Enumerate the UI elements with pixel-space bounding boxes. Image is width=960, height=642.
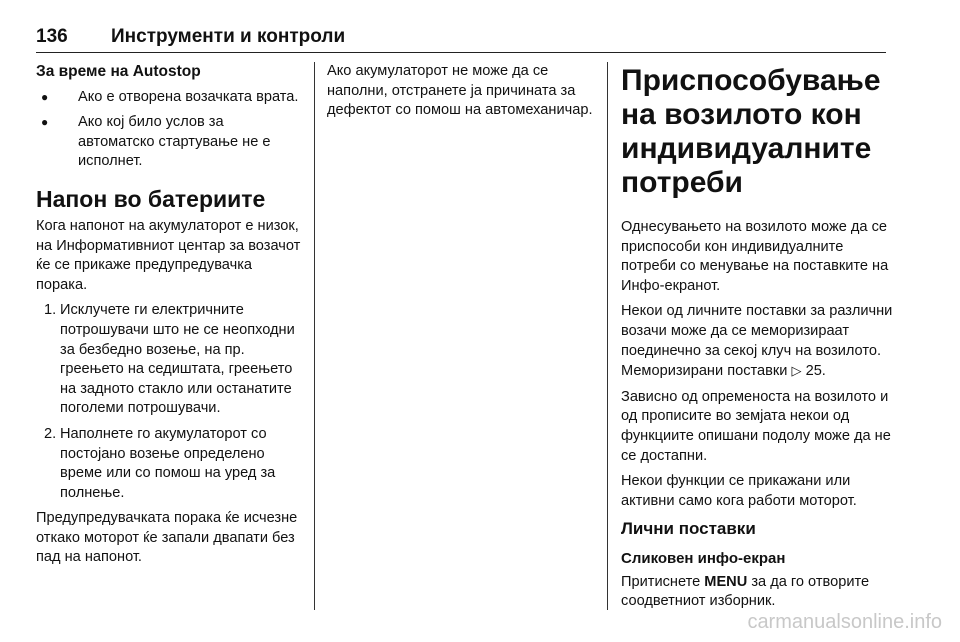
battery-steps (36, 301, 304, 503)
page-reference[interactable]: 25. (805, 363, 826, 380)
arrow-right-icon[interactable]: ▷ (791, 363, 802, 379)
list-item: ● Ако кој било услов за автоматско стартување не е исполнет. (41, 114, 271, 170)
battery-intro: Кога напонот на акумулаторот е низок, на Информативниот центар за возачот ќе се прикаже предупредувачка порака. (36, 217, 301, 293)
list-item: 2. Наполнете го акумулаторот со постојано возење определено време или со помош на уред за полнење. (44, 425, 276, 501)
list-item: ● Ако е отворена возачката врата. (36, 88, 304, 108)
section-heading: Приспособување на возилото кон индивидуалните потреби (621, 64, 881, 199)
paragraph: Однесувањето на возилото може да се приспособи кон индивидуалните потреби со менување на поставките на Инфо-екранот. (621, 219, 889, 294)
page-number: 136 (36, 26, 68, 47)
column-right (621, 62, 893, 618)
paragraph: Зависно од опременоста на возилото и од прописите во земјата некои од функциите опишани подолу може да не се достапни. (621, 388, 891, 464)
bullet-icon: ● (41, 89, 49, 104)
bullet-icon: ● (41, 115, 49, 130)
column-middle (327, 62, 593, 127)
column-divider-1 (314, 62, 315, 610)
graphic-info-display-heading: Сликовен инфо-екран (621, 549, 786, 567)
autostop-list (36, 88, 304, 172)
page-header (36, 24, 886, 53)
paragraph: Некои функции се прикажани или активни само кога работи моторот. (621, 473, 857, 509)
list-item: 1. Исклучете ги електричните потрошувачи што не се неопходни за безбедно возење, на пр. греењето на седиштата, греењето на задното стакло или останатите поголеми потрошувачи. (44, 302, 295, 417)
battery-repair-note: Ако акумулаторот не може да се наполни, отстранете ја причината за дефектот со помош на автомеханичар. (327, 63, 593, 119)
column-left (36, 62, 304, 574)
battery-outro: Предупредувачката порака ќе исчезне откако моторот ќе запали двапати без пад на напонот. (36, 510, 298, 566)
paragraph: Притиснете MENU за да го отворите соодветниот изборник. (621, 573, 870, 610)
watermark: carmanualsonline.info (747, 611, 942, 633)
battery-heading: Напон во батериите (36, 185, 266, 212)
column-divider-2 (607, 62, 608, 610)
chapter-title: Инструменти и контроли (111, 26, 346, 47)
menu-button-label: MENU (704, 573, 748, 590)
personal-settings-heading: Лични поставки (621, 519, 756, 539)
autostop-heading: За време на Autostop (36, 63, 201, 80)
paragraph: Некои од личните поставки за различни возачи може да се меморизираат поединечно за секој клуч на возилото. Меморизирани поставки ▷ 25. (621, 303, 893, 380)
